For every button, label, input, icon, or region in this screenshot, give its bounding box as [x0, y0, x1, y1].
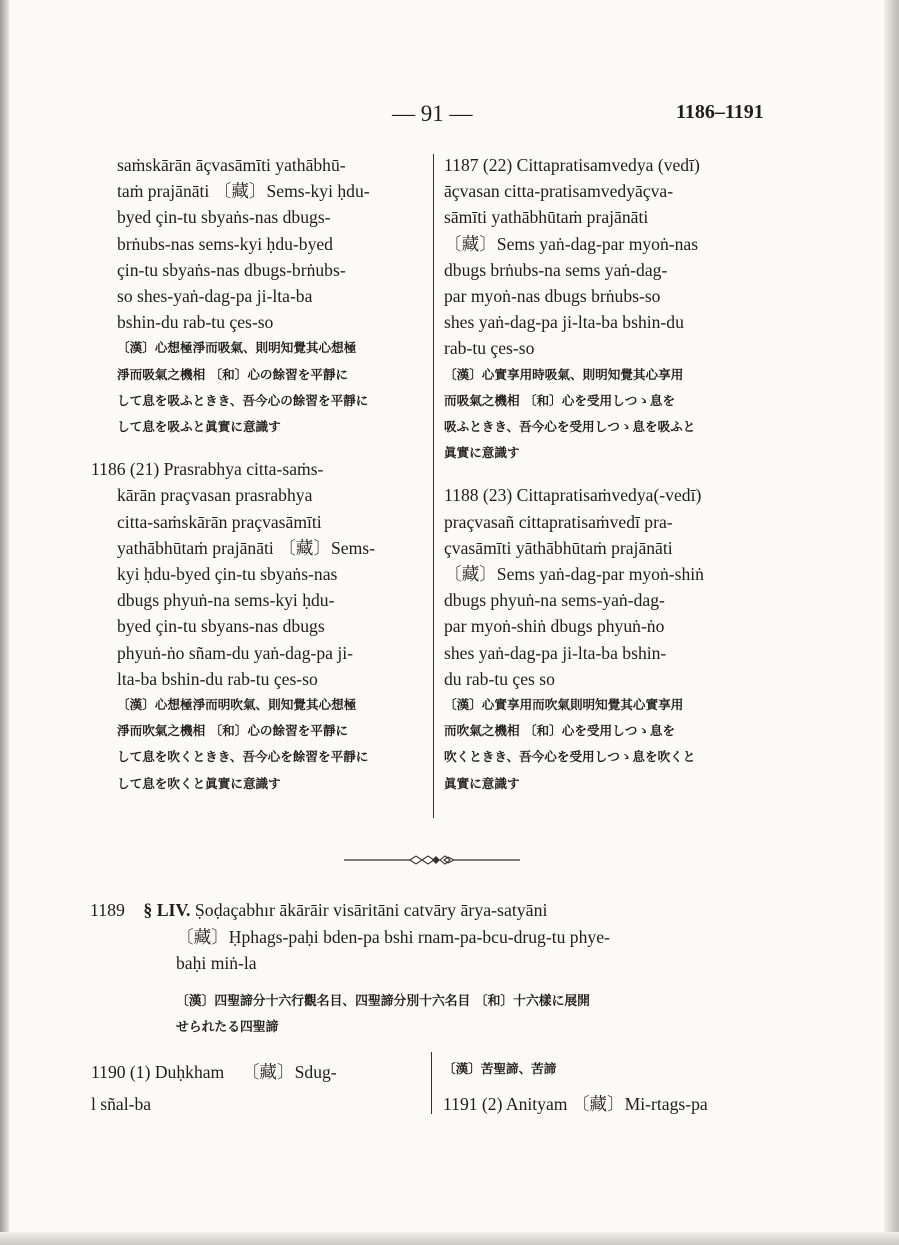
- text-line: saṁskārān āçvasāmīti yathābhū-: [117, 155, 346, 175]
- text-line: brṅubs-nas sems-kyi ḥdu-byed: [117, 233, 333, 254]
- entry-1186: [91, 456, 417, 797]
- entry-1191: [443, 1056, 708, 1120]
- scan-right-edge: [884, 0, 899, 1245]
- japanese-line: して息を吹くと眞實に意識す: [117, 775, 281, 791]
- japanese-line: 吸ふときき、吾今心を受用しつゝ息を吸ふと: [444, 419, 696, 435]
- entry-1190: [91, 1056, 337, 1120]
- scan-left-edge: [0, 0, 9, 1245]
- scan-bottom-edge: [0, 1232, 899, 1245]
- japanese-line: 〔漢〕心想極淨而明吹氣、則知覺其心想極: [117, 697, 357, 713]
- text-line: 1191 (2) Anityam 〔藏〕Mi-rtags-pa: [443, 1094, 708, 1114]
- text-line: dbugs phyuṅ-na sems-kyi ḥdu-: [117, 590, 335, 611]
- entry-number: 1187 (22): [444, 155, 513, 175]
- text-line: 〔藏〕Sems yaṅ-dag-par myoṅ-nas: [444, 233, 699, 254]
- japanese-line: 淨而吹氣之機相 〔和〕心の餘習を平靜に: [117, 723, 349, 739]
- japanese-line: 眞實に意識す: [444, 775, 520, 791]
- text-line: āçvasan citta-pratisamvedyāçva-: [444, 181, 674, 202]
- japanese-line: 淨而吸氣之機相 〔和〕心の餘習を平靜に: [117, 366, 349, 382]
- section-label: § LIV.: [143, 900, 191, 920]
- page-number: — 91 —: [392, 101, 473, 126]
- entry-1187: [444, 152, 789, 466]
- section-ornament: [344, 855, 520, 865]
- text-line: 〔藏〕Ḥphags-paḥi bden-pa bshi rnam-pa-bcu-drug-tu phye-: [176, 927, 610, 947]
- japanese-line: 而吸氣之機相 〔和〕心を受用しつゝ息を: [444, 392, 676, 408]
- text-line: taṁ prajānāti 〔藏〕Sems-kyi ḥdu-: [117, 181, 370, 202]
- text-line: l sñal-ba: [91, 1094, 152, 1114]
- entry-1188: [444, 482, 789, 796]
- left-column: [91, 152, 417, 797]
- japanese-line: 眞實に意識す: [444, 445, 520, 461]
- text-line: çvasāmīti yāthābhūtaṁ prajānāti: [444, 537, 673, 558]
- text-line: shes yaṅ-dag-pa ji-lta-ba bshin-du: [444, 312, 684, 333]
- text-line: Prasrabhya citta-saṁs-: [159, 459, 324, 480]
- text-line: yathābhūtaṁ prajānāti 〔藏〕Sems-: [117, 537, 375, 558]
- text-line: so shes-yaṅ-dag-pa ji-lta-ba: [117, 286, 313, 307]
- entry-1185-continuation: [117, 152, 417, 440]
- text-line: kyi ḥdu-byed çin-tu sbyaṅs-nas: [117, 564, 338, 585]
- japanese-line: して息を吸ふと眞實に意識す: [117, 419, 281, 435]
- text-line: byed çin-tu sbyaṅs-nas dbugs-: [117, 207, 331, 228]
- column-divider: [433, 154, 434, 818]
- text-line: rab-tu çes-so: [444, 338, 535, 359]
- text-line: lta-ba bshin-du rab-tu çes-so: [117, 668, 318, 689]
- text-line: 〔藏〕Sems yaṅ-dag-par myoṅ-shiṅ: [444, 564, 704, 585]
- japanese-line: せられたる四聖諦: [176, 1020, 279, 1035]
- section-1189-japanese: [176, 989, 590, 1041]
- entry-range: 1186–1191: [676, 101, 764, 123]
- text-line: du rab-tu çes so: [444, 668, 555, 689]
- text-line: phyuṅ-ṅo sñam-du yaṅ-dag-pa ji-: [117, 642, 353, 663]
- section-1189-heading: [90, 897, 547, 923]
- text-line: byed çin-tu sbyans-nas dbugs: [117, 616, 325, 637]
- text-line: dbugs phyuṅ-na sems-yaṅ-dag-: [444, 590, 665, 611]
- text-line: par myoṅ-shiṅ dbugs phyuṅ-ṅo: [444, 616, 665, 637]
- japanese-line: 〔漢〕苦聖諦、苦諦: [443, 1061, 557, 1076]
- japanese-line: 吹くときき、吾今心を受用しつゝ息を吹くと: [444, 749, 696, 765]
- text-line: par myoṅ-nas dbugs brṅubs-so: [444, 286, 661, 307]
- japanese-line: 〔漢〕心實享用而吹氣則明知覺其心實享用: [444, 697, 684, 713]
- japanese-line: 〔漢〕心實享用時吸氣、則明知覺其心享用: [444, 366, 684, 382]
- japanese-line: 而吹氣之機相 〔和〕心を受用しつゝ息を: [444, 723, 676, 739]
- right-column: [444, 152, 789, 797]
- japanese-line: 〔漢〕心想極淨而吸氣、則明知覺其心想極: [117, 340, 357, 356]
- japanese-line: して息を吹くときき、吾今心を餘習を平靜に: [117, 749, 369, 765]
- text-line: kārān praçvasan prasrabhya: [117, 485, 313, 506]
- text-line: baḥi miṅ-la: [176, 953, 257, 973]
- text-line: 1190 (1) Duḥkham 〔藏〕Sdug-: [91, 1062, 337, 1082]
- text-line: citta-saṁskārān praçvasāmīti: [117, 511, 322, 532]
- text-line: dbugs brṅubs-na sems yaṅ-dag-: [444, 259, 668, 280]
- text-line: bshin-du rab-tu çes-so: [117, 312, 274, 333]
- text-line: shes yaṅ-dag-pa ji-lta-ba bshin-: [444, 642, 667, 663]
- text-line: çin-tu sbyaṅs-nas dbugs-brṅubs-: [117, 259, 346, 280]
- entry-number: 1188 (23): [444, 485, 513, 506]
- text-line: Cittapratisaṁvedya(-vedī): [512, 485, 702, 506]
- column-divider: [431, 1052, 432, 1114]
- text-line: Cittapratisamvedya (vedī): [512, 155, 700, 175]
- japanese-line: 〔漢〕四聖諦分十六行觀名目、四聖諦分別十六名目 〔和〕十六樣に展開: [176, 994, 590, 1009]
- text-line: praçvasañ cittapratisaṁvedī pra-: [444, 511, 673, 532]
- japanese-line: して息を吸ふときき、吾今心の餘習を平靜に: [117, 392, 369, 408]
- section-title: Ṣoḍaçabhır ākārāir visāritāni catvāry ārya-satyāni: [190, 900, 548, 920]
- text-line: sāmīti yathābhūtaṁ prajānāti: [444, 207, 649, 228]
- entry-number: 1186 (21): [91, 459, 160, 480]
- section-1189-tibetan: [176, 924, 610, 976]
- entry-number: 1189: [90, 900, 125, 920]
